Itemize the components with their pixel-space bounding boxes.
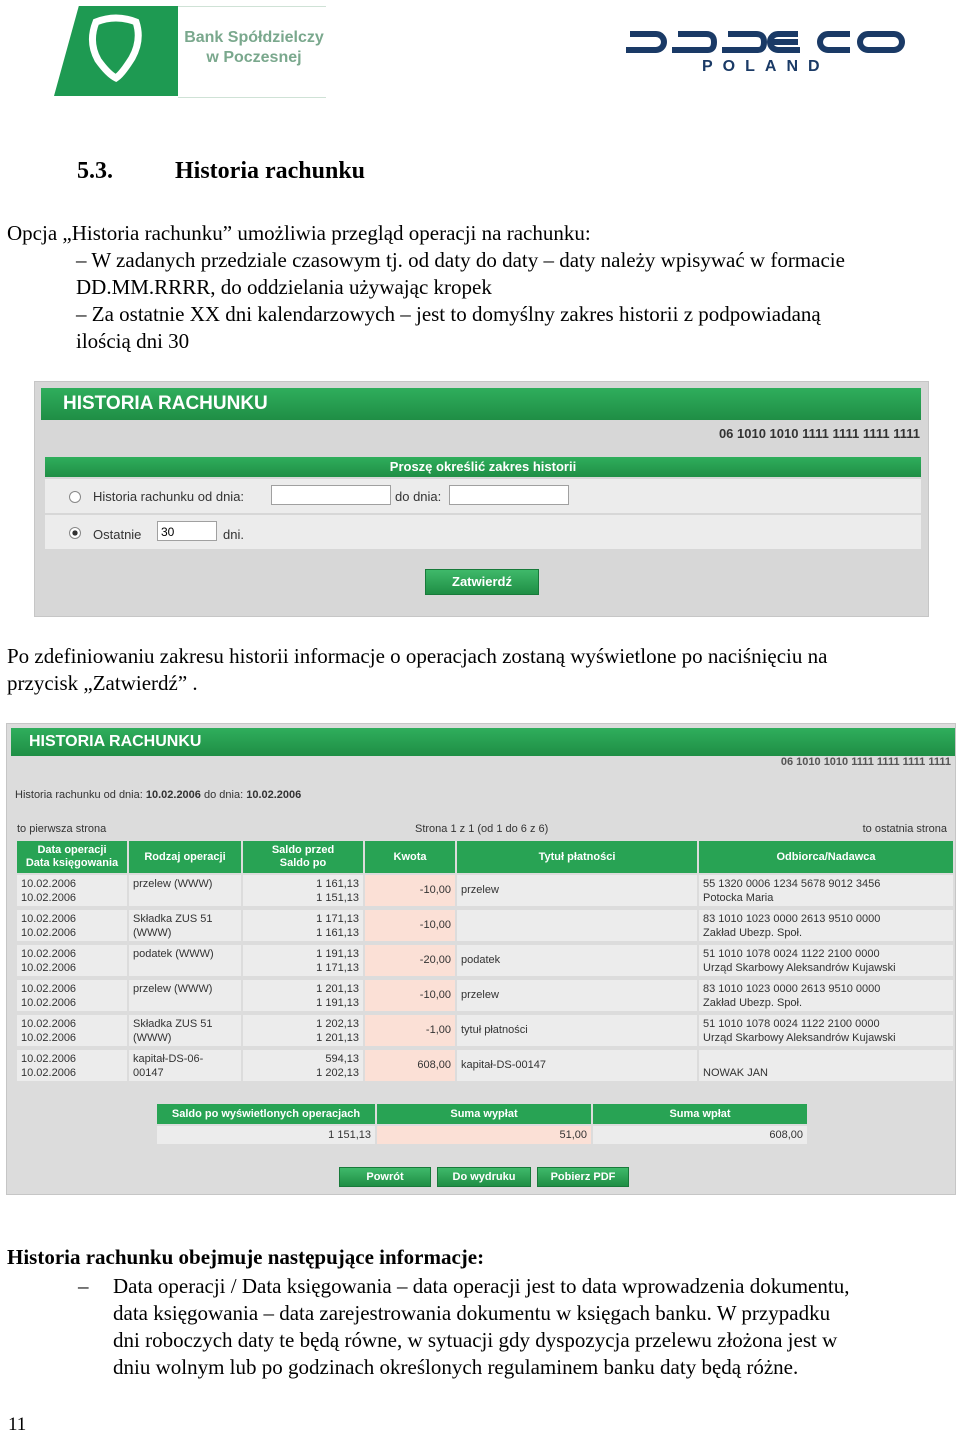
col-saldo: Saldo przed Saldo po	[243, 841, 365, 873]
closing-line2: data księgowania – data zarejestrowania dokumentu w księgach banku. W przypadku	[113, 1301, 831, 1325]
page-number: 11	[8, 1414, 27, 1435]
table-row	[17, 943, 953, 976]
history-title: HISTORIA RACHUNKU	[11, 728, 955, 756]
from-label: Historia rachunku od dnia:	[93, 489, 245, 504]
last-label: Ostatnie	[93, 527, 142, 542]
page-info: Strona 1 z 1 (od 1 do 6 z 6)	[415, 823, 549, 835]
closing-heading: Historia rachunku obejmuje następujące informacje:	[7, 1245, 485, 1269]
cell-type: kapitał-DS-06- 00147	[129, 1050, 241, 1081]
middle-text-line2: przycisk „Zatwierdź” .	[7, 671, 198, 695]
cell-saldo: 1 171,13 1 161,13	[243, 910, 363, 941]
back-button[interactable]: Powrót	[339, 1167, 431, 1187]
bank-shield-icon	[54, 6, 178, 96]
intro-item1-line1: – W zadanych przedziale czasowym tj. od daty do daty – daty należy wpisywać w formacie	[76, 248, 845, 272]
history-range: Historia rachunku od dnia: 10.02.2006 do dnia: 10.02.2006	[15, 789, 302, 801]
cell-amount: -1,00	[365, 1015, 455, 1046]
form-account-number: 06 1010 1010 1111 1111 1111 1111	[718, 426, 920, 441]
cell-saldo: 1 201,13 1 191,13	[243, 980, 363, 1011]
download-pdf-button[interactable]: Pobierz PDF	[537, 1167, 629, 1187]
intro-item1-line2: DD.MM.RRRR, do oddzielania używając kropek	[76, 275, 492, 299]
closing-line3: dni roboczych daty te będą równe, w sytuacji gdy dyspozycja przelewu złożona jest w	[113, 1328, 838, 1352]
cell-dates: 10.02.2006 10.02.2006	[17, 910, 127, 941]
form-title: HISTORIA RACHUNKU	[41, 388, 921, 420]
history-table	[17, 841, 953, 1091]
middle-text-line1: Po zdefiniowaniu zakresu historii informacje o operacjach zostaną wyświetlone po naciśnięciu na	[7, 644, 828, 668]
summary-col-deposits: Suma wpłat	[593, 1104, 807, 1124]
range-row-last	[45, 515, 921, 549]
cell-title: tytuł płatności	[457, 1015, 697, 1046]
table-row	[17, 1048, 953, 1081]
summary-saldo-value: 1 151,13	[157, 1126, 375, 1144]
cell-title	[457, 910, 697, 941]
from-date-input[interactable]	[271, 485, 391, 505]
range-header: Proszę określić zakres historii	[45, 457, 921, 477]
first-page-link[interactable]: to pierwsza strona	[17, 823, 107, 835]
history-results-screenshot	[6, 723, 956, 1195]
summary-col-saldo: Saldo po wyświetlonych operacjach	[157, 1104, 377, 1124]
cell-saldo: 1 161,13 1 151,13	[243, 875, 363, 906]
cell-amount: -10,00	[365, 980, 455, 1011]
cell-dates: 10.02.2006 10.02.2006	[17, 875, 127, 906]
cell-party: 83 1010 1023 0000 2613 9510 0000 Zakład Ubezp. Społ.	[699, 910, 953, 941]
cell-amount: -10,00	[365, 910, 455, 941]
section-title	[77, 158, 365, 185]
asseco-logo	[622, 22, 908, 78]
col-type: Rodzaj operacji	[129, 841, 243, 873]
last-page-link[interactable]: to ostatnia strona	[862, 823, 947, 835]
submit-button[interactable]: Zatwierdź	[425, 569, 539, 595]
cell-party: 51 1010 1078 0024 1122 2100 0000 Urząd Skarbowy Aleksandrów Kujawski	[699, 945, 953, 976]
intro-item2-line1: – Za ostatnie XX dni kalendarzowych – jest to domyślny zakres historii z podpowiadaną	[76, 302, 821, 326]
cell-saldo: 1 202,13 1 201,13	[243, 1015, 363, 1046]
cell-title: przelew	[457, 980, 697, 1011]
cell-party: 51 1010 1078 0024 1122 2100 0000 Urząd Skarbowy Aleksandrów Kujawski	[699, 1015, 953, 1046]
radio-date-range[interactable]	[69, 491, 81, 503]
table-row	[17, 908, 953, 941]
cell-title: kapitał-DS-00147	[457, 1050, 697, 1081]
col-amount: Kwota	[365, 841, 457, 873]
col-title: Tytuł płatności	[457, 841, 699, 873]
cell-dates: 10.02.2006 10.02.2006	[17, 1050, 127, 1081]
cell-type: przelew (WWW)	[129, 875, 241, 906]
cell-party: 55 1320 0006 1234 5678 9012 3456 Potocka Maria	[699, 875, 953, 906]
section-number: 5.3.	[77, 158, 113, 184]
table-row	[17, 1013, 953, 1046]
cell-type: podatek (WWW)	[129, 945, 241, 976]
intro-item2-line2: ilością dni 30	[76, 329, 190, 353]
bank-name: Bank Spółdzielczy w Poczesnej	[184, 29, 324, 66]
intro-lead: Opcja „Historia rachunku” umożliwia przegląd operacji na rachunku:	[7, 221, 591, 245]
closing-line4: dniu wolnym lub po godzinach określonych regulaminem banku daty będą różne.	[113, 1355, 799, 1379]
summary-deposits-value: 608,00	[593, 1126, 807, 1144]
print-button[interactable]: Do wydruku	[437, 1167, 531, 1187]
closing-bullet: –	[78, 1274, 89, 1298]
cell-party: NOWAK JAN	[699, 1050, 953, 1081]
col-party: Odbiorca/Nadawca	[699, 841, 953, 873]
to-date-input[interactable]	[449, 485, 569, 505]
cell-party: 83 1010 1023 0000 2613 9510 0000 Zakład Ubezp. Społ.	[699, 980, 953, 1011]
summary-col-withdrawals: Suma wypłat	[377, 1104, 593, 1124]
cell-saldo: 1 191,13 1 171,13	[243, 945, 363, 976]
range-row-dates	[45, 479, 921, 513]
summary-table	[157, 1104, 807, 1144]
cell-type: przelew (WWW)	[129, 980, 241, 1011]
cell-amount: -10,00	[365, 875, 455, 906]
cell-title: podatek	[457, 945, 697, 976]
last-days-input[interactable]: 30	[157, 521, 217, 541]
cell-saldo: 594,13 1 202,13	[243, 1050, 363, 1081]
cell-dates: 10.02.2006 10.02.2006	[17, 1015, 127, 1046]
radio-last-days[interactable]	[69, 527, 81, 539]
cell-type: Składka ZUS 51 (WWW)	[129, 1015, 241, 1046]
cell-dates: 10.02.2006 10.02.2006	[17, 945, 127, 976]
days-label: dni.	[223, 527, 244, 542]
bank-logo	[54, 6, 326, 96]
summary-withdrawals-value: 51,00	[377, 1126, 591, 1144]
cell-amount: 608,00	[365, 1050, 455, 1081]
cell-amount: -20,00	[365, 945, 455, 976]
table-row	[17, 873, 953, 906]
asseco-subtitle: POLAND	[702, 58, 830, 75]
history-form-screenshot	[34, 381, 929, 617]
closing-line1: Data operacji / Data księgowania – data operacji jest to data wprowadzenia dokumentu,	[113, 1274, 850, 1298]
table-row	[17, 978, 953, 1011]
cell-title: przelew	[457, 875, 697, 906]
cell-dates: 10.02.2006 10.02.2006	[17, 980, 127, 1011]
to-label: do dnia:	[395, 489, 442, 504]
cell-type: Składka ZUS 51 (WWW)	[129, 910, 241, 941]
asseco-wordmark-icon	[622, 22, 908, 56]
history-account-number: 06 1010 1010 1111 1111 1111 1111	[780, 756, 951, 768]
col-dates: Data operacji Data księgowania	[17, 841, 129, 873]
section-heading: Historia rachunku	[175, 158, 366, 184]
